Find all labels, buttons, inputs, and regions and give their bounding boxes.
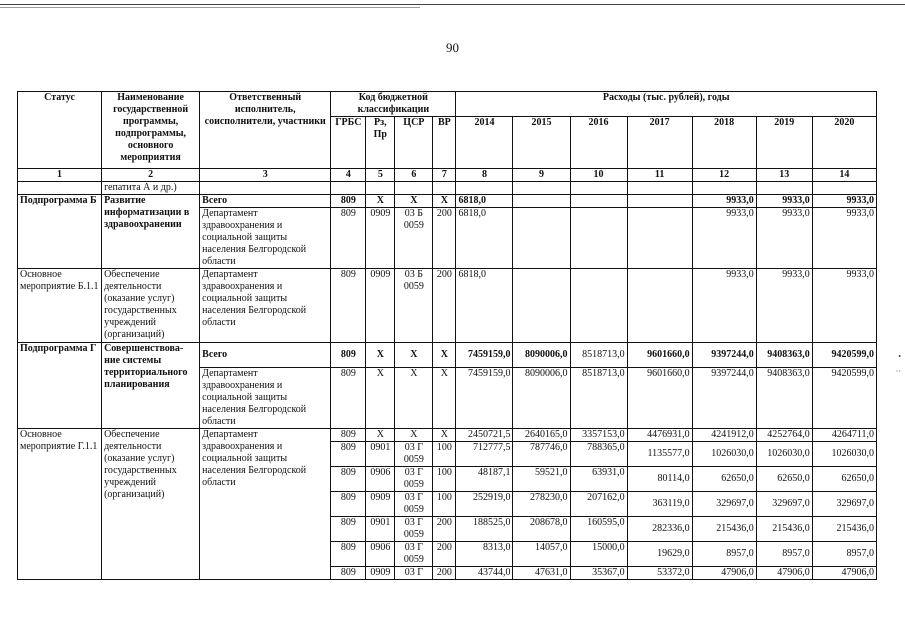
amount-2015	[513, 208, 570, 269]
amount-2019: 1026030,0	[756, 442, 812, 467]
grbs-cell: 809	[331, 429, 366, 442]
responsible-cell: Департамент здравоохранения и социальной защиты населения Белгородской области	[200, 208, 331, 269]
continuation-text: гепатита А и др.)	[102, 182, 200, 195]
amount-2015: 2640165,0	[513, 429, 570, 442]
column-number: 14	[812, 169, 876, 182]
amount-2018: 1026030,0	[692, 442, 756, 467]
amount-2019: 8957,0	[756, 542, 812, 567]
column-number: 10	[570, 169, 627, 182]
amount-2018: 9397244,0	[692, 368, 756, 429]
responsible-cell: Всего	[200, 195, 331, 208]
amount-2014: 252919,0	[456, 492, 513, 517]
header-code-group: Код бюджетной классификации	[331, 92, 456, 117]
amount-2016: 63931,0	[570, 467, 627, 492]
column-number: 1	[18, 169, 102, 182]
grbs-cell: 809	[331, 208, 366, 269]
responsible-cell: Департамент здравоохранения и социальной защиты населения Белгородской области	[200, 269, 331, 343]
amount-2017: 1135577,0	[627, 442, 692, 467]
table-row-measure-g11	[18, 429, 877, 442]
header-responsible: Ответственный исполнитель, соисполнители, участники	[200, 92, 331, 169]
vr-cell: Х	[433, 368, 456, 429]
rzpr-cell: Х	[366, 429, 395, 442]
csr-cell: 03 Б 0059	[395, 269, 433, 343]
amount-2018: 329697,0	[692, 492, 756, 517]
responsible-cell: Департамент здравоохранения и социальной защиты населения Белгородской области	[200, 368, 331, 429]
name-cell: Обеспечение деятельности (оказание услуг) государственных учреждений (организаций)	[102, 269, 200, 343]
grbs-cell: 809	[331, 195, 366, 208]
amount-2020: 47906,0	[812, 567, 876, 580]
amount-2020: 9933,0	[812, 208, 876, 269]
amount-2020: 9933,0	[812, 195, 876, 208]
amount-2014: 7459159,0	[456, 368, 513, 429]
status-cell: Подпрограмма Б	[18, 195, 102, 269]
amount-2016: 35367,0	[570, 567, 627, 580]
amount-2020: 215436,0	[812, 517, 876, 542]
amount-2020: 9420599,0	[812, 368, 876, 429]
margin-mark: ··	[895, 367, 901, 376]
amount-2015: 59521,0	[513, 467, 570, 492]
amount-2014: 48187,1	[456, 467, 513, 492]
amount-2017: 9601660,0	[627, 343, 692, 368]
amount-2015: 278230,0	[513, 492, 570, 517]
csr-cell: Х	[395, 195, 433, 208]
amount-2019: 9408363,0	[756, 368, 812, 429]
amount-2015: 787746,0	[513, 442, 570, 467]
amount-2020: 9933,0	[812, 269, 876, 343]
amount-2019: 215436,0	[756, 517, 812, 542]
amount-2015: 8090006,0	[513, 343, 570, 368]
vr-cell: 200	[433, 269, 456, 343]
responsible-cell: Департамент здравоохранения и социальной защиты населения Белгородской области	[200, 429, 331, 580]
vr-cell: 200	[433, 542, 456, 567]
amount-2019: 329697,0	[756, 492, 812, 517]
amount-2015: 208678,0	[513, 517, 570, 542]
csr-cell: 03 Г 0059	[395, 517, 433, 542]
rzpr-cell: 0906	[366, 542, 395, 567]
rzpr-cell: Х	[366, 368, 395, 429]
amount-2017: 363119,0	[627, 492, 692, 517]
header-expenses-group: Расходы (тыс. рублей), годы	[456, 92, 877, 117]
amount-2016: 15000,0	[570, 542, 627, 567]
amount-2020: 8957,0	[812, 542, 876, 567]
amount-2017: 19629,0	[627, 542, 692, 567]
amount-2018: 47906,0	[692, 567, 756, 580]
column-number: 11	[627, 169, 692, 182]
column-number: 12	[692, 169, 756, 182]
amount-2019: 9933,0	[756, 195, 812, 208]
amount-2019: 62650,0	[756, 467, 812, 492]
header-year-2016: 2016	[570, 117, 627, 169]
grbs-cell: 809	[331, 442, 366, 467]
grbs-cell: 809	[331, 467, 366, 492]
amount-2019: 9933,0	[756, 269, 812, 343]
column-number: 7	[433, 169, 456, 182]
column-number: 13	[756, 169, 812, 182]
header-status: Статус	[18, 92, 102, 169]
header-year-2018: 2018	[692, 117, 756, 169]
header-year-2017: 2017	[627, 117, 692, 169]
amount-2019: 4252764,0	[756, 429, 812, 442]
grbs-cell: 809	[331, 542, 366, 567]
column-number: 2	[102, 169, 200, 182]
amount-2018: 62650,0	[692, 467, 756, 492]
column-number: 4	[331, 169, 366, 182]
column-number: 9	[513, 169, 570, 182]
amount-2018: 8957,0	[692, 542, 756, 567]
vr-cell: 100	[433, 467, 456, 492]
rzpr-cell: 0906	[366, 467, 395, 492]
amount-2014: 188525,0	[456, 517, 513, 542]
table-row-subprogram-g-total	[18, 343, 877, 368]
status-cell: Основное мероприятие Г.1.1	[18, 429, 102, 580]
amount-2019: 47906,0	[756, 567, 812, 580]
header-csr: ЦСР	[395, 117, 433, 169]
amount-2014: 6818,0	[456, 195, 513, 208]
csr-cell: 03 Г 0059	[395, 467, 433, 492]
vr-cell: 200	[433, 517, 456, 542]
amount-2018: 4241912,0	[692, 429, 756, 442]
amount-2016: 788365,0	[570, 442, 627, 467]
csr-cell: 03 Г 0059	[395, 442, 433, 467]
amount-2017	[627, 269, 692, 343]
vr-cell: 200	[433, 567, 456, 580]
header-row-1	[18, 92, 877, 117]
csr-cell: 03 Б 0059	[395, 208, 433, 269]
status-cell	[18, 182, 102, 195]
csr-cell: 03 Г 0059	[395, 542, 433, 567]
amount-2018: 9397244,0	[692, 343, 756, 368]
top-border-line	[0, 4, 905, 5]
name-cell: Обеспечение деятельности (оказание услуг) государственных учреждений (организаций)	[102, 429, 200, 580]
column-number: 8	[456, 169, 513, 182]
csr-cell: Х	[395, 368, 433, 429]
rzpr-cell: 0901	[366, 442, 395, 467]
vr-cell: Х	[433, 195, 456, 208]
amount-2016: 160595,0	[570, 517, 627, 542]
amount-2015: 8090006,0	[513, 368, 570, 429]
grbs-cell: 809	[331, 517, 366, 542]
amount-2019: 9933,0	[756, 208, 812, 269]
amount-2016	[570, 269, 627, 343]
rzpr-cell: Х	[366, 195, 395, 208]
amount-2014: 7459159,0	[456, 343, 513, 368]
amount-2020: 1026030,0	[812, 442, 876, 467]
continuation-row	[18, 182, 877, 195]
amount-2018: 9933,0	[692, 269, 756, 343]
vr-cell: 100	[433, 442, 456, 467]
amount-2016	[570, 195, 627, 208]
amount-2018: 9933,0	[692, 208, 756, 269]
amount-2020: 62650,0	[812, 467, 876, 492]
rzpr-cell: 0909	[366, 208, 395, 269]
rzpr-cell: 0901	[366, 517, 395, 542]
amount-2017	[627, 195, 692, 208]
grbs-cell: 809	[331, 368, 366, 429]
amount-2017: 80114,0	[627, 467, 692, 492]
amount-2016: 8518713,0	[570, 368, 627, 429]
header-vr: ВР	[433, 117, 456, 169]
amount-2019: 9408363,0	[756, 343, 812, 368]
amount-2020: 4264711,0	[812, 429, 876, 442]
csr-cell: 03 Г	[395, 567, 433, 580]
header-rzpr: Рз, Пр	[366, 117, 395, 169]
amount-2015: 47631,0	[513, 567, 570, 580]
amount-2017: 53372,0	[627, 567, 692, 580]
column-number: 3	[200, 169, 331, 182]
header-year-2015: 2015	[513, 117, 570, 169]
amount-2016: 3357153,0	[570, 429, 627, 442]
amount-2020: 9420599,0	[812, 343, 876, 368]
column-number: 6	[395, 169, 433, 182]
amount-2014: 6818,0	[456, 208, 513, 269]
vr-cell: Х	[433, 429, 456, 442]
rzpr-cell: 0909	[366, 269, 395, 343]
grbs-cell: 809	[331, 269, 366, 343]
amount-2014: 712777,5	[456, 442, 513, 467]
amount-2017	[627, 208, 692, 269]
amount-2014: 43744,0	[456, 567, 513, 580]
vr-cell: Х	[433, 343, 456, 368]
csr-cell: Х	[395, 343, 433, 368]
amount-2014: 6818,0	[456, 269, 513, 343]
header-grbs: ГРБС	[331, 117, 366, 169]
responsible-cell: Всего	[200, 343, 331, 368]
header-year-2014: 2014	[456, 117, 513, 169]
grbs-cell: 809	[331, 343, 366, 368]
amount-2018: 215436,0	[692, 517, 756, 542]
amount-2017: 282336,0	[627, 517, 692, 542]
amount-2015	[513, 269, 570, 343]
amount-2015: 14057,0	[513, 542, 570, 567]
vr-cell: 200	[433, 208, 456, 269]
rzpr-cell: Х	[366, 343, 395, 368]
status-cell: Подпрограмма Г	[18, 343, 102, 429]
rzpr-cell: 0909	[366, 492, 395, 517]
header-year-2020: 2020	[812, 117, 876, 169]
header-year-2019: 2019	[756, 117, 812, 169]
grbs-cell: 809	[331, 492, 366, 517]
vr-cell: 100	[433, 492, 456, 517]
page-number: 90	[446, 40, 459, 55]
margin-mark: •	[898, 352, 901, 361]
amount-2017: 9601660,0	[627, 368, 692, 429]
column-number-row	[18, 169, 877, 182]
name-cell: Совершенствова-ние системы территориального планирования	[102, 343, 200, 429]
name-cell: Развитие информатизации в здравоохранении	[102, 195, 200, 269]
column-number: 5	[366, 169, 395, 182]
table-row-subprogram-b-total	[18, 195, 877, 208]
budget-table	[17, 91, 877, 580]
amount-2014: 2450721,5	[456, 429, 513, 442]
amount-2014: 8313,0	[456, 542, 513, 567]
amount-2015	[513, 195, 570, 208]
status-cell: Основное мероприятие Б.1.1	[18, 269, 102, 343]
amount-2017: 4476931,0	[627, 429, 692, 442]
amount-2016: 207162,0	[570, 492, 627, 517]
amount-2016	[570, 208, 627, 269]
top-border-line-secondary	[0, 7, 420, 8]
grbs-cell: 809	[331, 567, 366, 580]
amount-2018: 9933,0	[692, 195, 756, 208]
amount-2016: 8518713,0	[570, 343, 627, 368]
csr-cell: 03 Г 0059	[395, 492, 433, 517]
header-name: Наименование государственной программы, подпрограммы, основного мероприятия	[102, 92, 200, 169]
rzpr-cell: 0909	[366, 567, 395, 580]
csr-cell: Х	[395, 429, 433, 442]
amount-2020: 329697,0	[812, 492, 876, 517]
table-row-measure-b11	[18, 269, 877, 343]
